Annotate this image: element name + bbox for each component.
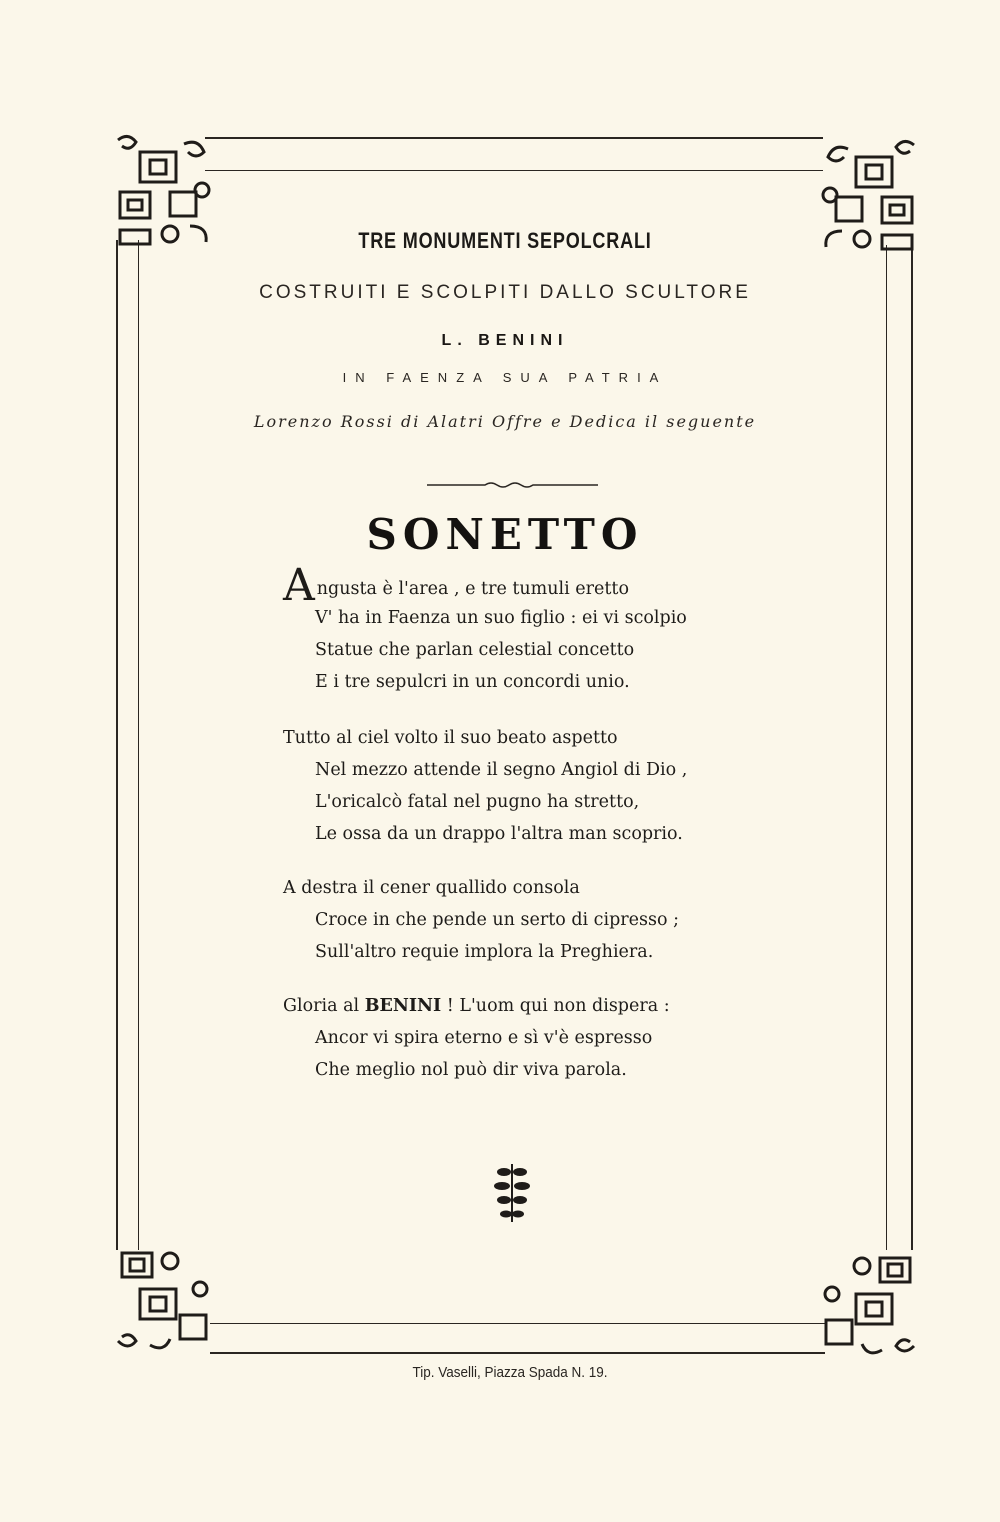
frame-bottom-outer [210,1352,825,1354]
corner-ornament-top-right [812,135,922,255]
poem-line: Ancor vi spira eterno e sì v'è espresso [315,1028,653,1048]
poem-line: Statue che parlan celestial concetto [315,640,635,660]
frame-top-outer [205,137,823,139]
fretwork-ornament-icon [812,1250,922,1370]
poem-line: Le ossa da un drappo l'altra man scoprio. [315,824,683,844]
fretwork-ornament-icon [812,135,922,255]
sculptor-name-inline: BENINI [364,996,442,1016]
poem-line [283,990,843,1022]
poem-line: Croce in che pende un serto di cipresso ; [315,910,679,930]
stanza [283,560,843,698]
poem-line: E i tre sepulcri in un concordi unio. [315,672,630,692]
poem-heading: SONETTO [366,510,644,559]
frame-left-inner [138,240,139,1250]
subtitle: COSTRUITI E SCOLPITI DALLO SCULTORE [259,282,751,303]
sculptor-name: L. BENINI [441,332,569,349]
poem-line-text: ! L'uom qui non dispera : [446,996,670,1016]
poem-line-text: Gloria al [283,996,360,1016]
frame-right-outer [911,245,913,1250]
stanza [283,872,843,968]
drop-cap: A [283,560,315,611]
fretwork-ornament-icon [110,1245,220,1365]
corner-ornament-bottom-right [812,1250,922,1370]
poem-line: L'oricalcò fatal nel pugno ha stretto, [315,792,640,812]
corner-ornament-bottom-left [110,1245,220,1365]
printer-imprint: Tip. Vaselli, Piazza Spada N. 19. [412,1364,608,1381]
poem-line-text: ngusta è l'area , e tre tumuli eretto [316,579,629,599]
stanza [283,990,843,1086]
poem-line: A destra il cener quallido consola [283,878,580,898]
dedication-line: Lorenzo Rossi di Alatri Offre e Dedica il seguente [253,412,757,431]
frame-bottom-inner [210,1323,825,1324]
poem-line: Sull'altro requie implora la Preghiera. [315,942,654,962]
frame-top-inner [205,170,823,171]
sprig-ornament-icon [490,1160,534,1226]
poem-line [283,560,843,611]
poem-line: Nel mezzo attende il segno Angiol di Dio , [315,760,688,780]
poem-line: Tutto al ciel volto il suo beato aspetto [283,728,618,748]
sonnet [283,560,843,1108]
poem-line: Che meglio nol può dir viva parola. [315,1060,627,1080]
page-title: TRE MONUMENTI SEPOLCRALI [358,228,652,253]
stanza [283,722,843,850]
frame-right-inner [886,245,887,1250]
divider-ornament-icon [425,480,600,490]
frame-left-outer [116,240,118,1250]
poem-line: V' ha in Faenza un suo figlio : ei vi scolpio [315,608,687,628]
place-line: IN FAENZA SUA PATRIA [342,370,668,385]
